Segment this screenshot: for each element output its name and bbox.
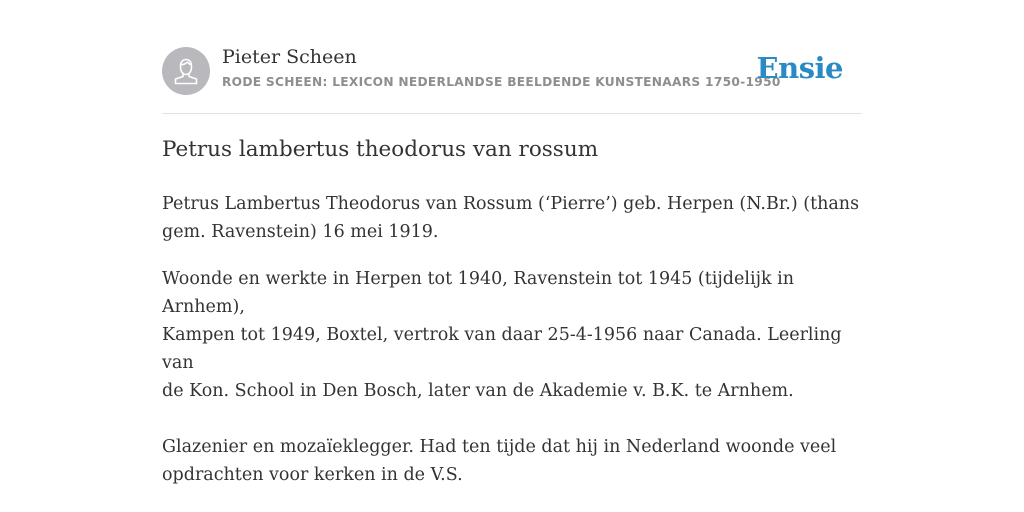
- ensie-logo[interactable]: Ensie: [756, 51, 843, 85]
- paragraph-career: Woonde en werkte in Herpen tot 1940, Ravenstein tot 1945 (tijdelijk in Arnhem), Kampen tot 1949, Boxtel, vertrok van daar 25-4-1956 naar Canada. Leerling van de Kon. School in Den Bosch, later van de Akademie v. B.K. te Arnhem.: [162, 269, 842, 401]
- entry-header: [162, 46, 862, 96]
- paragraph-profession: Glazenier en mozaïeklegger. Had ten tijde dat hij in Nederland woonde veel opdrachten voor kerken in de V.S.: [162, 437, 837, 485]
- author-name[interactable]: Pieter Scheen: [222, 46, 357, 68]
- user-silhouette-icon: [162, 47, 210, 95]
- source-title[interactable]: RODE SCHEEN: LEXICON NEDERLANDSE BEELDENDE KUNSTENAARS 1750-1950: [222, 75, 781, 89]
- entry-body: [162, 190, 862, 489]
- author-avatar[interactable]: [162, 47, 210, 95]
- header-divider: [162, 113, 862, 114]
- paragraph-birth: Petrus Lambertus Theodorus van Rossum (‘Pierre’) geb. Herpen (N.Br.) (thans gem. Ravenstein) 16 mei 1919.: [162, 194, 860, 242]
- entry-title: Petrus lambertus theodorus van rossum: [162, 137, 599, 162]
